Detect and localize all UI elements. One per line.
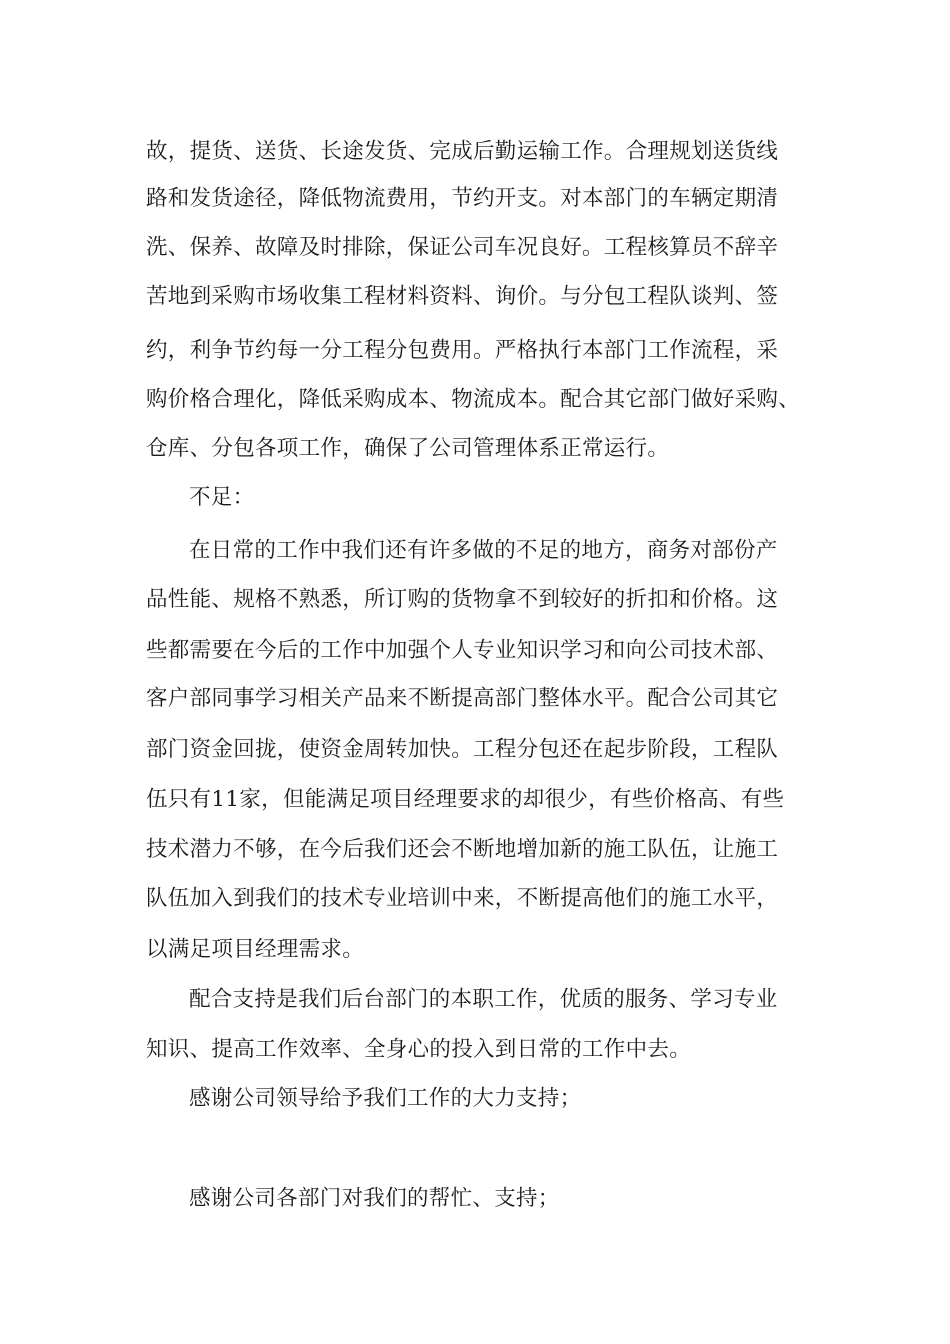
text-line: 配合支持是我们后台部门的本职工作，优质的服务、学习专业 [189, 987, 778, 1012]
text-line: 洗、保养、故障及时排除，保证公司车况良好。工程核算员不辞辛 [146, 235, 779, 260]
text-line: 仓库、分包各项工作，确保了公司管理体系正常运行。 [146, 436, 670, 461]
text-line: 苦地到采购市场收集工程材料资料、询价。与分包工程队谈判、签 [146, 284, 779, 309]
text-line: 约，利争节约每一分工程分包费用。严格执行本部门工作流程，采 [146, 338, 779, 363]
text-line: 品性能、规格不熟悉，所订购的货物拿不到较好的折扣和价格。这 [146, 587, 779, 612]
thanks-line: 感谢公司领导给予我们工作的大力支持； [189, 1086, 582, 1111]
text-line: 些都需要在今后的工作中加强个人专业知识学习和向公司技术部、 [146, 638, 779, 663]
section-heading: 不足： [189, 485, 255, 510]
text-line: 在日常的工作中我们还有许多做的不足的地方，商务对部份产 [189, 538, 778, 563]
text-line: 技术潜力不够，在今后我们还会不断地增加新的施工队伍，让施工 [146, 837, 779, 862]
text-line: 购价格合理化，降低采购成本、物流成本。配合其它部门做好采购、 [146, 387, 801, 412]
text-line: 知识、提高工作效率、全身心的投入到日常的工作中去。 [146, 1037, 692, 1062]
thanks-line: 感谢公司各部门对我们的帮忙、支持； [189, 1186, 560, 1211]
text-line: 客户部同事学习相关产品来不断提高部门整体水平。配合公司其它 [146, 686, 779, 711]
text-line: 故，提货、送货、长途发货、完成后勤运输工作。合理规划送货线 [146, 139, 779, 164]
text-line: 伍只有11家，但能满足项目经理要求的却很少，有些价格高、有些 [146, 787, 785, 812]
text-line: 以满足项目经理需求。 [146, 937, 365, 962]
text-line: 路和发货途径，降低物流费用，节约开支。对本部门的车辆定期清 [146, 186, 779, 211]
text-line: 部门资金回拢，使资金周转加快。工程分包还在起步阶段，工程队 [146, 737, 779, 762]
text-line: 队伍加入到我们的技术专业培训中来，不断提高他们的施工水平， [146, 886, 779, 911]
